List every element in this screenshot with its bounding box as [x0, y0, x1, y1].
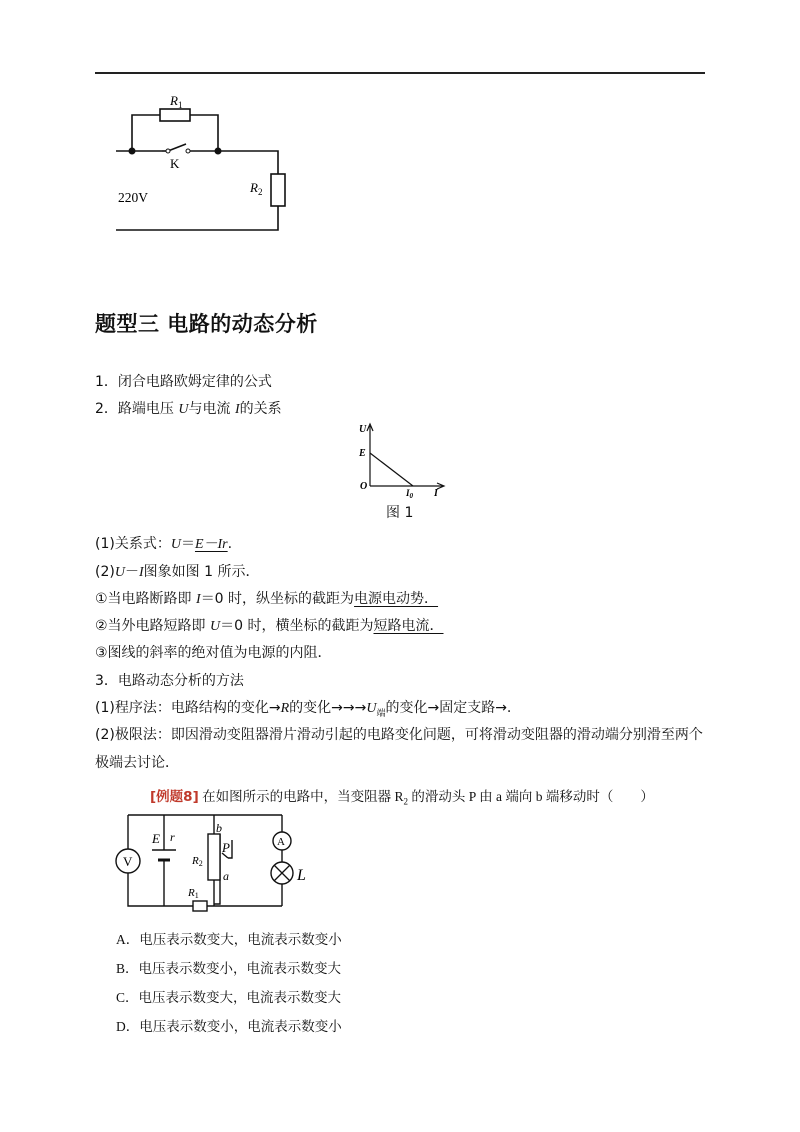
item-1: 1．闭合电路欧姆定律的公式	[95, 374, 272, 390]
option-d: D．电压表示数变小，电流表示数变小	[116, 1019, 342, 1034]
e-label: E	[359, 448, 366, 459]
slider-p-label: P	[222, 840, 230, 855]
i0-label: $I_0$	[406, 488, 414, 498]
header-rule	[95, 72, 705, 74]
option-a: A．电压表示数变大，电流表示数变小	[116, 932, 342, 947]
switch-contact-left	[166, 149, 170, 153]
option-c: C．电压表示数变大，电流表示数变大	[116, 990, 342, 1005]
figure-caption: 图 1	[386, 505, 414, 521]
section-title: 题型三 电路的动态分析	[95, 312, 318, 336]
method-2-line-2: 极端去讨论．	[95, 755, 179, 771]
methods-title: 3．电路动态分析的方法	[95, 673, 244, 689]
relation-2: (2)U－I图象如图 1 所示．	[95, 564, 260, 580]
relation-4: ②当外电路短路即 U＝0 时，横坐标的截距为短路电流．	[95, 618, 444, 634]
r1-label: R1	[188, 887, 199, 900]
circuit-diagram-2	[112, 808, 317, 918]
ui-line	[370, 453, 413, 486]
origin-label: O	[360, 481, 368, 492]
r2-resistor	[208, 834, 220, 880]
relation-1: (1)关系式：U＝E－Ir.	[95, 536, 233, 552]
example-question: [例题8] 在如图所示的电路中，当变阻器 $R_2$ 的滑动头 P 由 a 端向 b 端移动时（ ）	[150, 789, 654, 807]
voltmeter-label: V	[123, 854, 133, 869]
r1-resistor	[193, 901, 207, 911]
r2-label: R2	[192, 855, 203, 868]
example-tag: [例题8]	[150, 789, 199, 805]
i-axis-label: I	[434, 488, 438, 498]
lamp-label: L	[297, 867, 306, 884]
method-1: (1)程序法：电路结构的变化→R的变化$\to\to\to U_端$的变化→固定支路→.	[95, 700, 512, 719]
junction-dot-right	[215, 148, 222, 155]
ammeter-label: A	[277, 836, 285, 848]
emf-label: E	[152, 831, 160, 846]
u-axis-label: U	[359, 424, 367, 435]
end-b-label: b	[216, 821, 222, 835]
r1-label: $R_1$	[170, 93, 183, 110]
junction-dot-left	[129, 148, 136, 155]
internal-r-label: r	[170, 830, 175, 844]
ui-graph	[355, 418, 450, 498]
relation-3: ①当电路断路即 I＝0 时，纵坐标的截距为电源电动势．	[95, 591, 439, 607]
circuit-diagram-1	[110, 88, 300, 238]
item-2: 2．路端电压 U与电流 I的关系	[95, 401, 282, 417]
voltage-label: 220V	[118, 190, 148, 205]
switch-contact-right	[186, 149, 190, 153]
switch-label: K	[170, 156, 180, 171]
option-b: B．电压表示数变小，电流表示数变大	[116, 961, 342, 976]
relation-5: ③图线的斜率的绝对值为电源的内阻．	[95, 645, 332, 661]
method-2-line-1: (2)极限法：即因滑动变阻器滑片滑动引起的电路变化问题，可将滑动变阻器的滑动端分别滑至两个	[95, 727, 703, 743]
end-a-label: a	[223, 869, 229, 883]
r2-label: $R_2$	[250, 180, 263, 197]
